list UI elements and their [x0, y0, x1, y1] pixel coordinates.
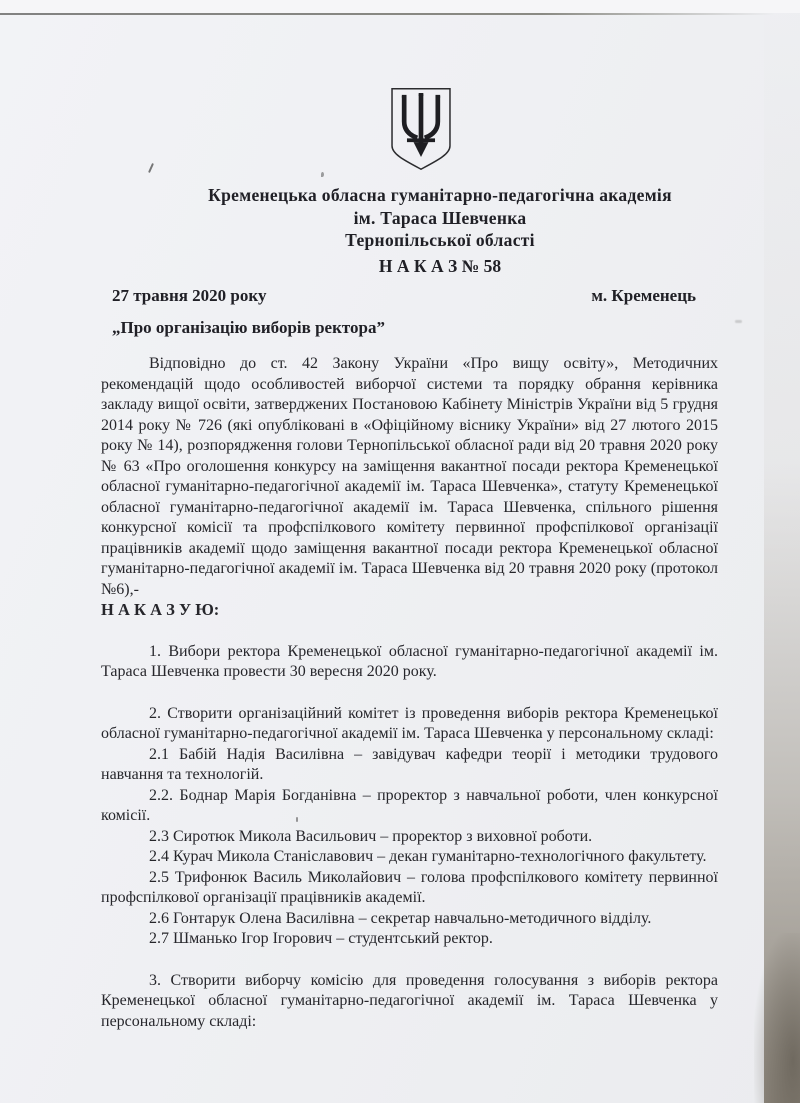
order-subitem-2-6: 2.6 Гонтарук Олена Василівна – секретар навчально-методичного відділу. [149, 909, 652, 927]
scanner-corner-blotch [754, 933, 800, 1103]
order-preamble: Відповідно до ст. 42 Закону України «Про вищу освіту», Методичних рекомендацій щодо особливостей виборчої системи та порядку обрання керівника закладу вищої освіти, затверджених Постановою Кабінету Міністрів України від 5 грудня 2014 року № 726 (які опубліковані в «Офіційному віснику України» від 27 лютого 2015 року № 14), розпорядження голови Тернопільської обласної ради від 20 травня 2020 року № 63 «Про оголошення конкурсу на заміщення вакантної посади ректора Кременецької обласної гуманітарно-педагогічної академії ім. Тараса Шевченка», статуту Кременецької обласної гуманітарно-педагогічної академії ім. Тараса Шевченка, спільного рішення конкурсної комісії та профспілкового комітету первинної профспілкової організації працівників академії щодо заміщення вакантної посади ректора Кременецької обласної гуманітарно-педагогічної академії ім. Тараса Шевченка від 20 травня 2020 року (протокол №6),- [101, 355, 718, 598]
order-dateline [112, 286, 696, 306]
scan-speck [735, 320, 742, 323]
ukraine-trident-icon [388, 86, 454, 172]
institution-name-line3: Тернопільської області [345, 230, 535, 250]
scan-speck [296, 817, 298, 822]
order-subitem-2-2: 2.2. Боднар Марія Богданівна – проректор з навчальної роботи, член конкурсної комісії. [101, 786, 718, 824]
order-subitem-2-5: 2.5 Трифонюк Василь Миколайович – голова профспілкового комітету первинної профспілкової організації працівників академії. [101, 868, 718, 906]
scan-speck [321, 172, 324, 177]
order-body [101, 354, 718, 1032]
scanner-lid-strip [0, 0, 800, 13]
order-item-2: 2. Створити організаційний комітет із проведення виборів ректора Кременецької обласної гуманітарно-педагогічної академії ім. Тараса Шевченка у персональному складі: [101, 704, 718, 742]
order-heading: Н А К А З № 58 [378, 256, 502, 276]
order-item-3: 3. Створити виборчу комісію для проведення голосування з виборів ректора Кременецької обласної гуманітарно-педагогічної академії ім. Тараса Шевченка у персональному складі: [101, 971, 718, 1030]
order-date: 27 травня 2020 року [112, 286, 267, 305]
resolve-word: Н А К А З У Ю: [101, 600, 220, 619]
order-subitem-2-3: 2.3 Сиротюк Микола Васильович – проректор з виховної роботи. [149, 827, 593, 845]
institution-header [90, 184, 790, 252]
order-subitem-2-4: 2.4 Курач Микола Станіславович – декан гуманітарно-технологічного факультету. [149, 848, 707, 865]
order-subitem-2-7: 2.7 Шманько Ігор Ігорович – студентський ректор. [149, 930, 493, 947]
order-subject: „Про організацію виборів ректора” [112, 318, 385, 337]
institution-name-line2: ім. Тараса Шевченка [353, 207, 527, 228]
order-item-1: 1. Вибори ректора Кременецької обласної гуманітарно-педагогічної академії ім. Тараса Шевченка провести 30 вересня 2020 року. [101, 642, 718, 680]
order-place: м. Кременець [591, 286, 696, 305]
institution-name-line1: Кременецька обласна гуманітарно-педагогічна академія [208, 185, 672, 205]
order-subitem-2-1: 2.1 Бабій Надія Василівна – завідувач кафедри теорії і методики трудового навчання та технологій. [101, 745, 718, 783]
scan-speck [148, 163, 154, 173]
paper-top-edge-shadow [0, 13, 774, 15]
